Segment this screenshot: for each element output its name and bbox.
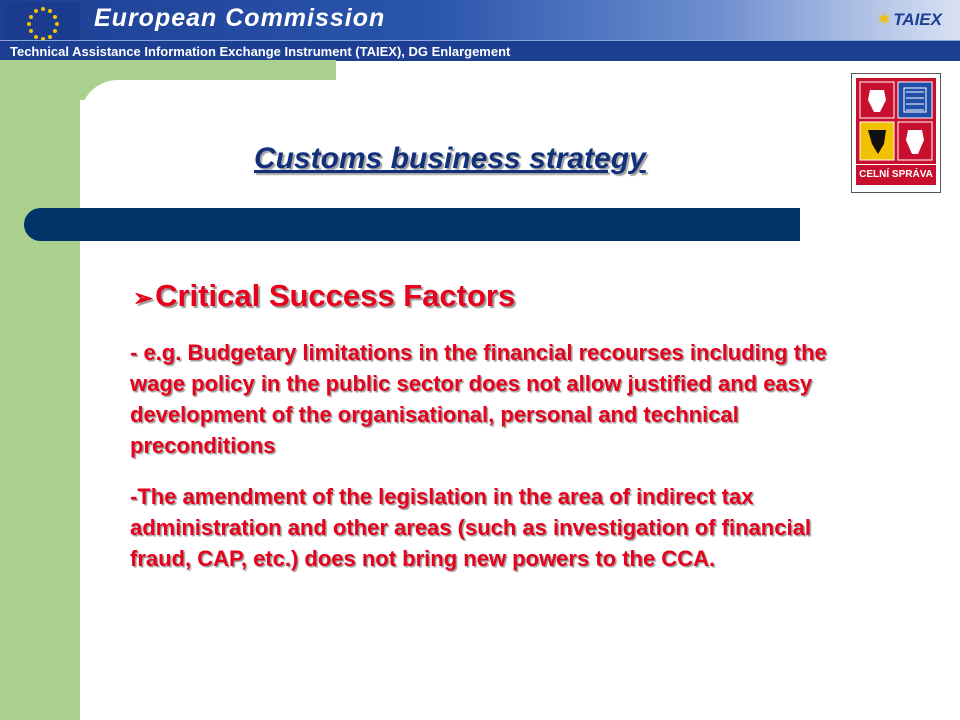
paragraph-2: -The amendment of the legislation in the area of indirect tax administration and other areas (such as investigation of financial fraud, CAP, etc.) does not bring new powers to the CCA. <box>130 484 811 571</box>
star-icon: ✶ <box>876 10 892 29</box>
left-green-column <box>0 60 80 720</box>
taiex-logo: ✶ TAIEX <box>876 10 942 29</box>
coat-of-arms-icon <box>856 78 936 164</box>
header-banner <box>0 0 960 60</box>
arrow-bullet-icon: ➢ <box>133 285 154 312</box>
paragraph-1: - e.g. Budgetary limitations in the financial recourses including the wage policy in the public sector does not allow justified and easy development of the organisational, personal and technical preconditions <box>130 340 827 458</box>
title-divider-bar <box>24 208 800 241</box>
section-heading-text: Critical Success Factors <box>155 278 516 313</box>
emblem-label: CELNÍ SPRÁVA <box>856 165 936 185</box>
org-title: European Commission <box>94 4 386 32</box>
slide-title: Customs business strategy <box>254 142 646 175</box>
subtitle-bar <box>0 40 960 61</box>
header-subtitle: Technical Assistance Information Exchange Instrument (TAIEX), DG Enlargement <box>10 44 511 59</box>
section-heading <box>133 278 515 314</box>
customs-emblem <box>851 73 941 193</box>
